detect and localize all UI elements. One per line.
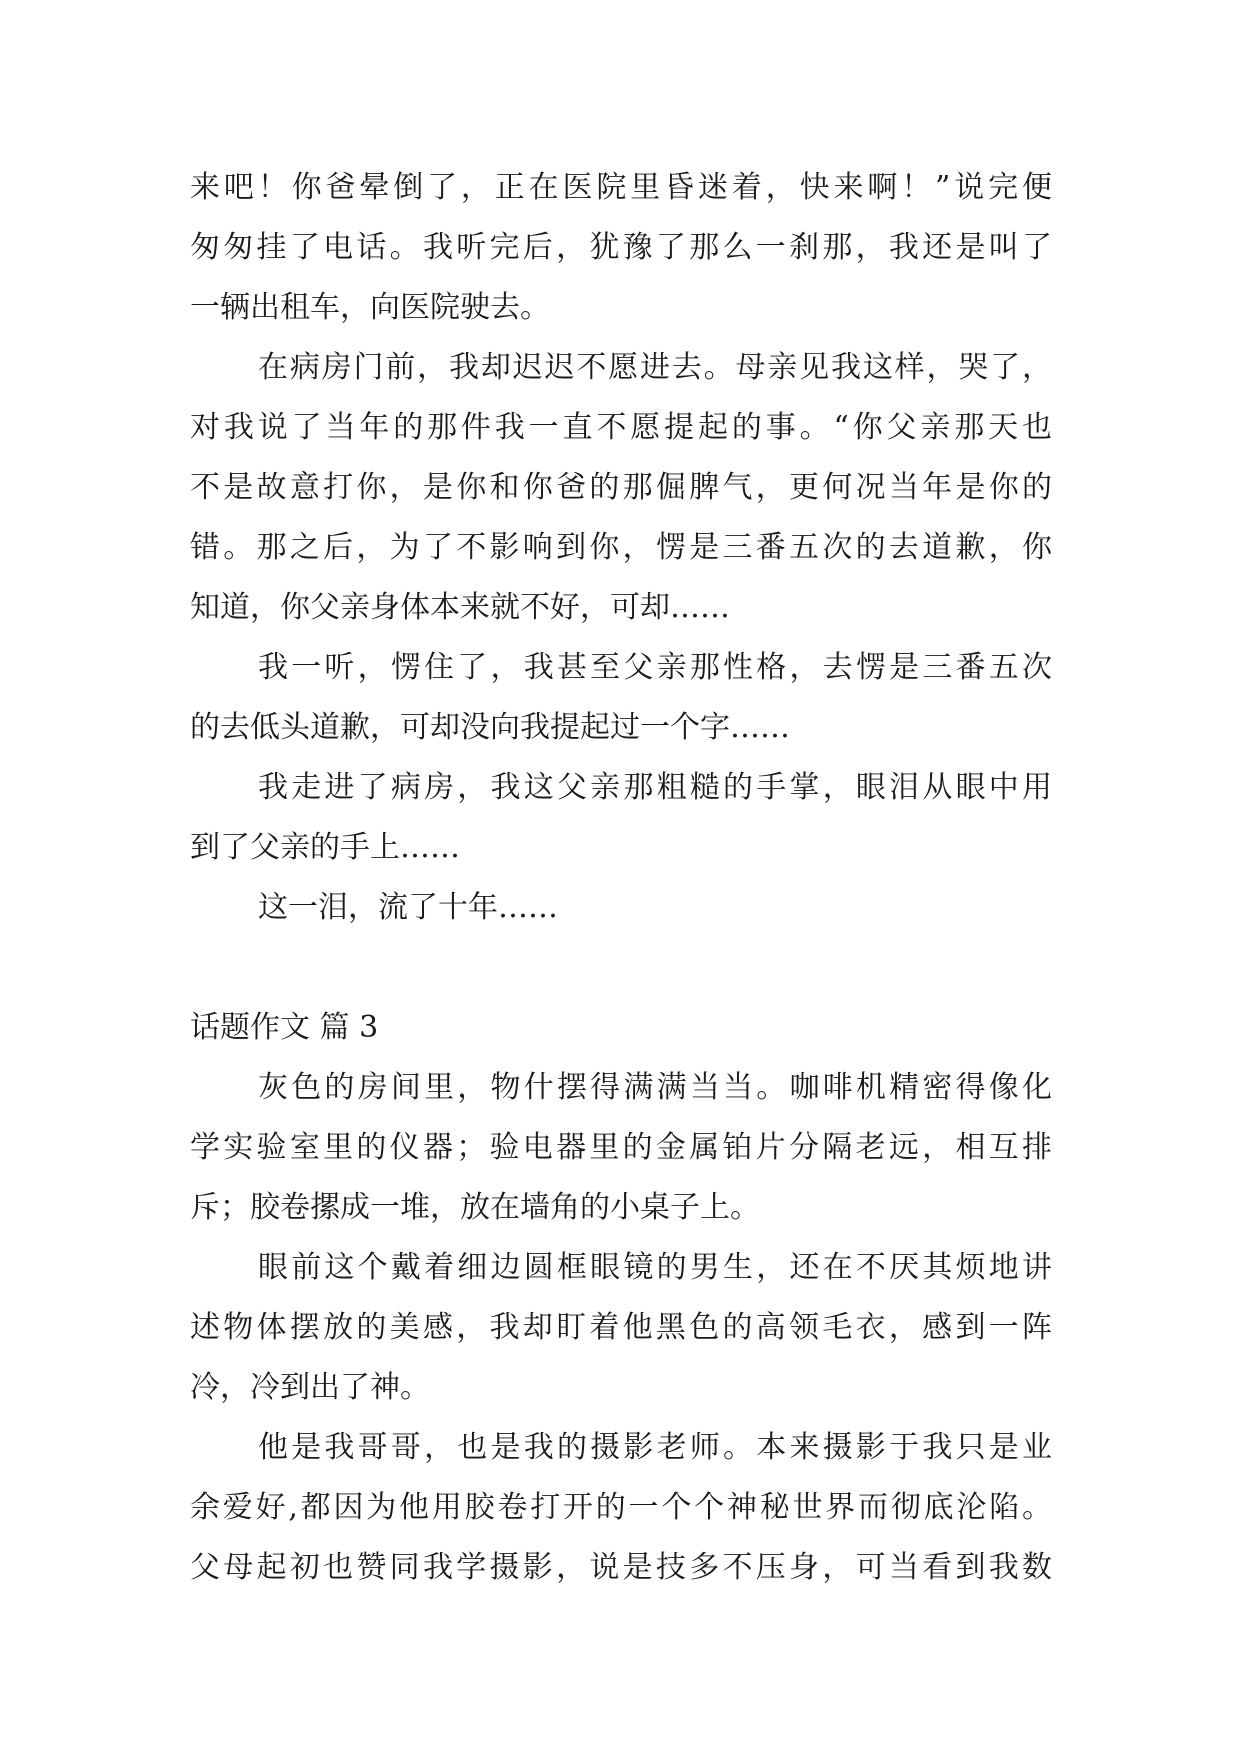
paragraph (190, 1238, 1052, 1418)
text-line: 学实验室里的仪器；验电器里的金属铂片分隔老远，相互排 (190, 1130, 1052, 1165)
text-line: 对我说了当年的那件我一直不愿提起的事。“你父亲那天也 (190, 410, 1052, 445)
text-line: 灰色的房间里，物什摆得满满当当。咖啡机精密得像化 (258, 1070, 1052, 1105)
text-line: 不是故意打你，是你和你爸的那倔脾气，更何况当年是你的 (190, 470, 1052, 505)
text-line: 来吧！你爸晕倒了，正在医院里昏迷着，快来啊！”说完便 (190, 170, 1052, 205)
text-line: 错。那之后，为了不影响到你，愣是三番五次的去道歉，你 (190, 530, 1052, 565)
paragraph (190, 338, 1052, 638)
text-line: 我走进了病房，我这父亲那粗糙的手掌，眼泪从眼中用 (258, 770, 1052, 805)
section-spacer (190, 938, 1052, 998)
text-line: 斥；胶卷摞成一堆，放在墙角的小桌子上。 (190, 1190, 760, 1225)
section-heading: 话题作文 篇 3 (190, 1010, 379, 1045)
text-line: 父母起初也赞同我学摄影，说是技多不压身，可当看到我数 (190, 1550, 1052, 1585)
document-page (190, 158, 1052, 1598)
text-line: 匆匆挂了电话。我听完后，犹豫了那么一刹那，我还是叫了 (190, 230, 1052, 265)
text-line: 冷，冷到出了神。 (190, 1370, 430, 1405)
text-line: 到了父亲的手上…… (190, 830, 460, 865)
paragraph (190, 1058, 1052, 1238)
text-line: 眼前这个戴着细边圆框眼镜的男生，还在不厌其烦地讲 (258, 1250, 1052, 1285)
text-line: 的去低头道歉，可却没向我提起过一个字…… (190, 710, 790, 745)
text-line: 我一听，愣住了，我甚至父亲那性格，去愣是三番五次 (258, 650, 1052, 685)
paragraph (190, 1418, 1052, 1598)
text-line: 一辆出租车，向医院驶去。 (190, 290, 550, 325)
text-line: 这一泪，流了十年…… (258, 890, 558, 925)
paragraph (190, 158, 1052, 338)
text-line: 他是我哥哥，也是我的摄影老师。本来摄影于我只是业 (258, 1430, 1052, 1465)
text-line: 知道，你父亲身体本来就不好，可却…… (190, 590, 730, 625)
paragraph (190, 878, 1052, 938)
paragraph (190, 758, 1052, 878)
paragraph (190, 638, 1052, 758)
text-line: 余爱好,都因为他用胶卷打开的一个个神秘世界而彻底沦陷。 (190, 1490, 1052, 1525)
text-line: 在病房门前，我却迟迟不愿进去。母亲见我这样，哭了， (258, 350, 1052, 385)
text-line: 述物体摆放的美感，我却盯着他黑色的高领毛衣，感到一阵 (190, 1310, 1052, 1345)
